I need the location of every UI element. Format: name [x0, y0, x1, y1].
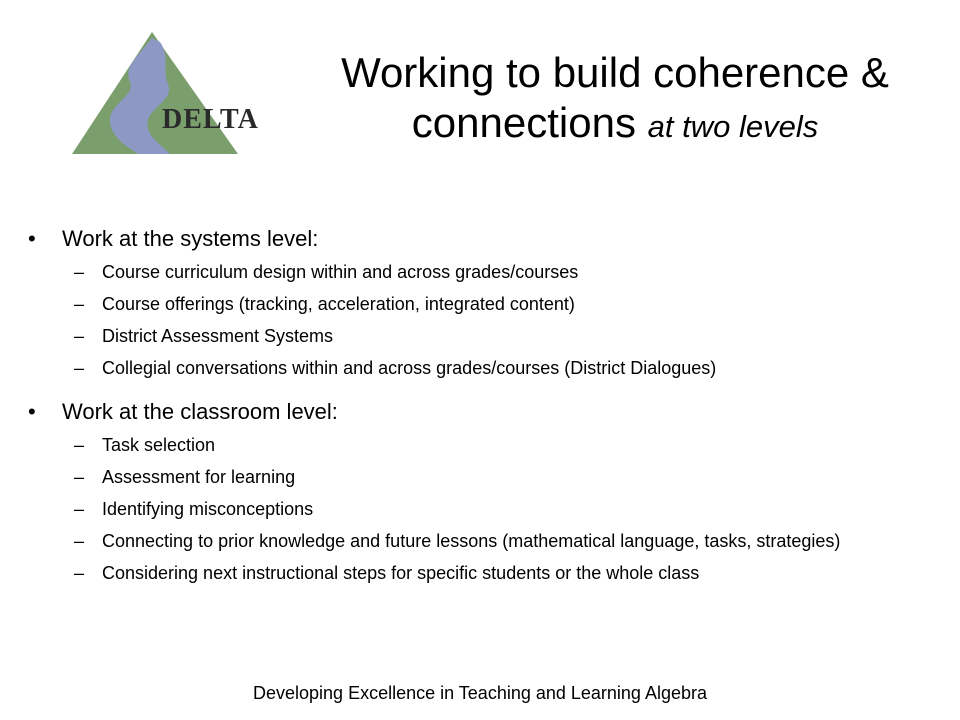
list-item: – Considering next instructional steps for specific students or the whole class: [74, 563, 700, 583]
delta-logo: [70, 30, 275, 158]
delta-triangle-icon: [70, 30, 275, 158]
list-item: – District Assessment Systems: [74, 326, 334, 346]
slide-title: [300, 48, 930, 152]
bullet-icon: •: [28, 226, 36, 251]
bullet-classroom-level: [28, 399, 938, 425]
title-main: Working to build coherence & connections: [341, 49, 889, 146]
list-item: – Assessment for learning: [74, 467, 296, 487]
classroom-level-list: [28, 434, 938, 584]
slide-footer: Developing Excellence in Teaching and Learning Algebra: [253, 683, 707, 703]
list-item: – Course curriculum design within and across grades/courses: [74, 262, 579, 282]
list-item: – Task selection: [74, 435, 216, 455]
list-item: – Identifying misconceptions: [74, 499, 314, 519]
bullet-icon: •: [28, 399, 36, 424]
title-sub: at two levels: [647, 109, 819, 144]
list-item: – Course offerings (tracking, acceleration, integrated content): [74, 294, 575, 314]
bullet-heading: Work at the classroom level:: [62, 399, 338, 424]
systems-level-list: [28, 261, 938, 379]
slide-content: [28, 226, 938, 604]
bullet-heading: Work at the systems level:: [62, 226, 319, 251]
list-item: – Collegial conversations within and across grades/courses (District Dialogues): [74, 358, 717, 378]
bullet-systems-level: [28, 226, 938, 252]
list-item: – Connecting to prior knowledge and future lessons (mathematical language, tasks, strategies): [74, 531, 841, 551]
delta-logo-text: DELTA: [162, 104, 259, 135]
